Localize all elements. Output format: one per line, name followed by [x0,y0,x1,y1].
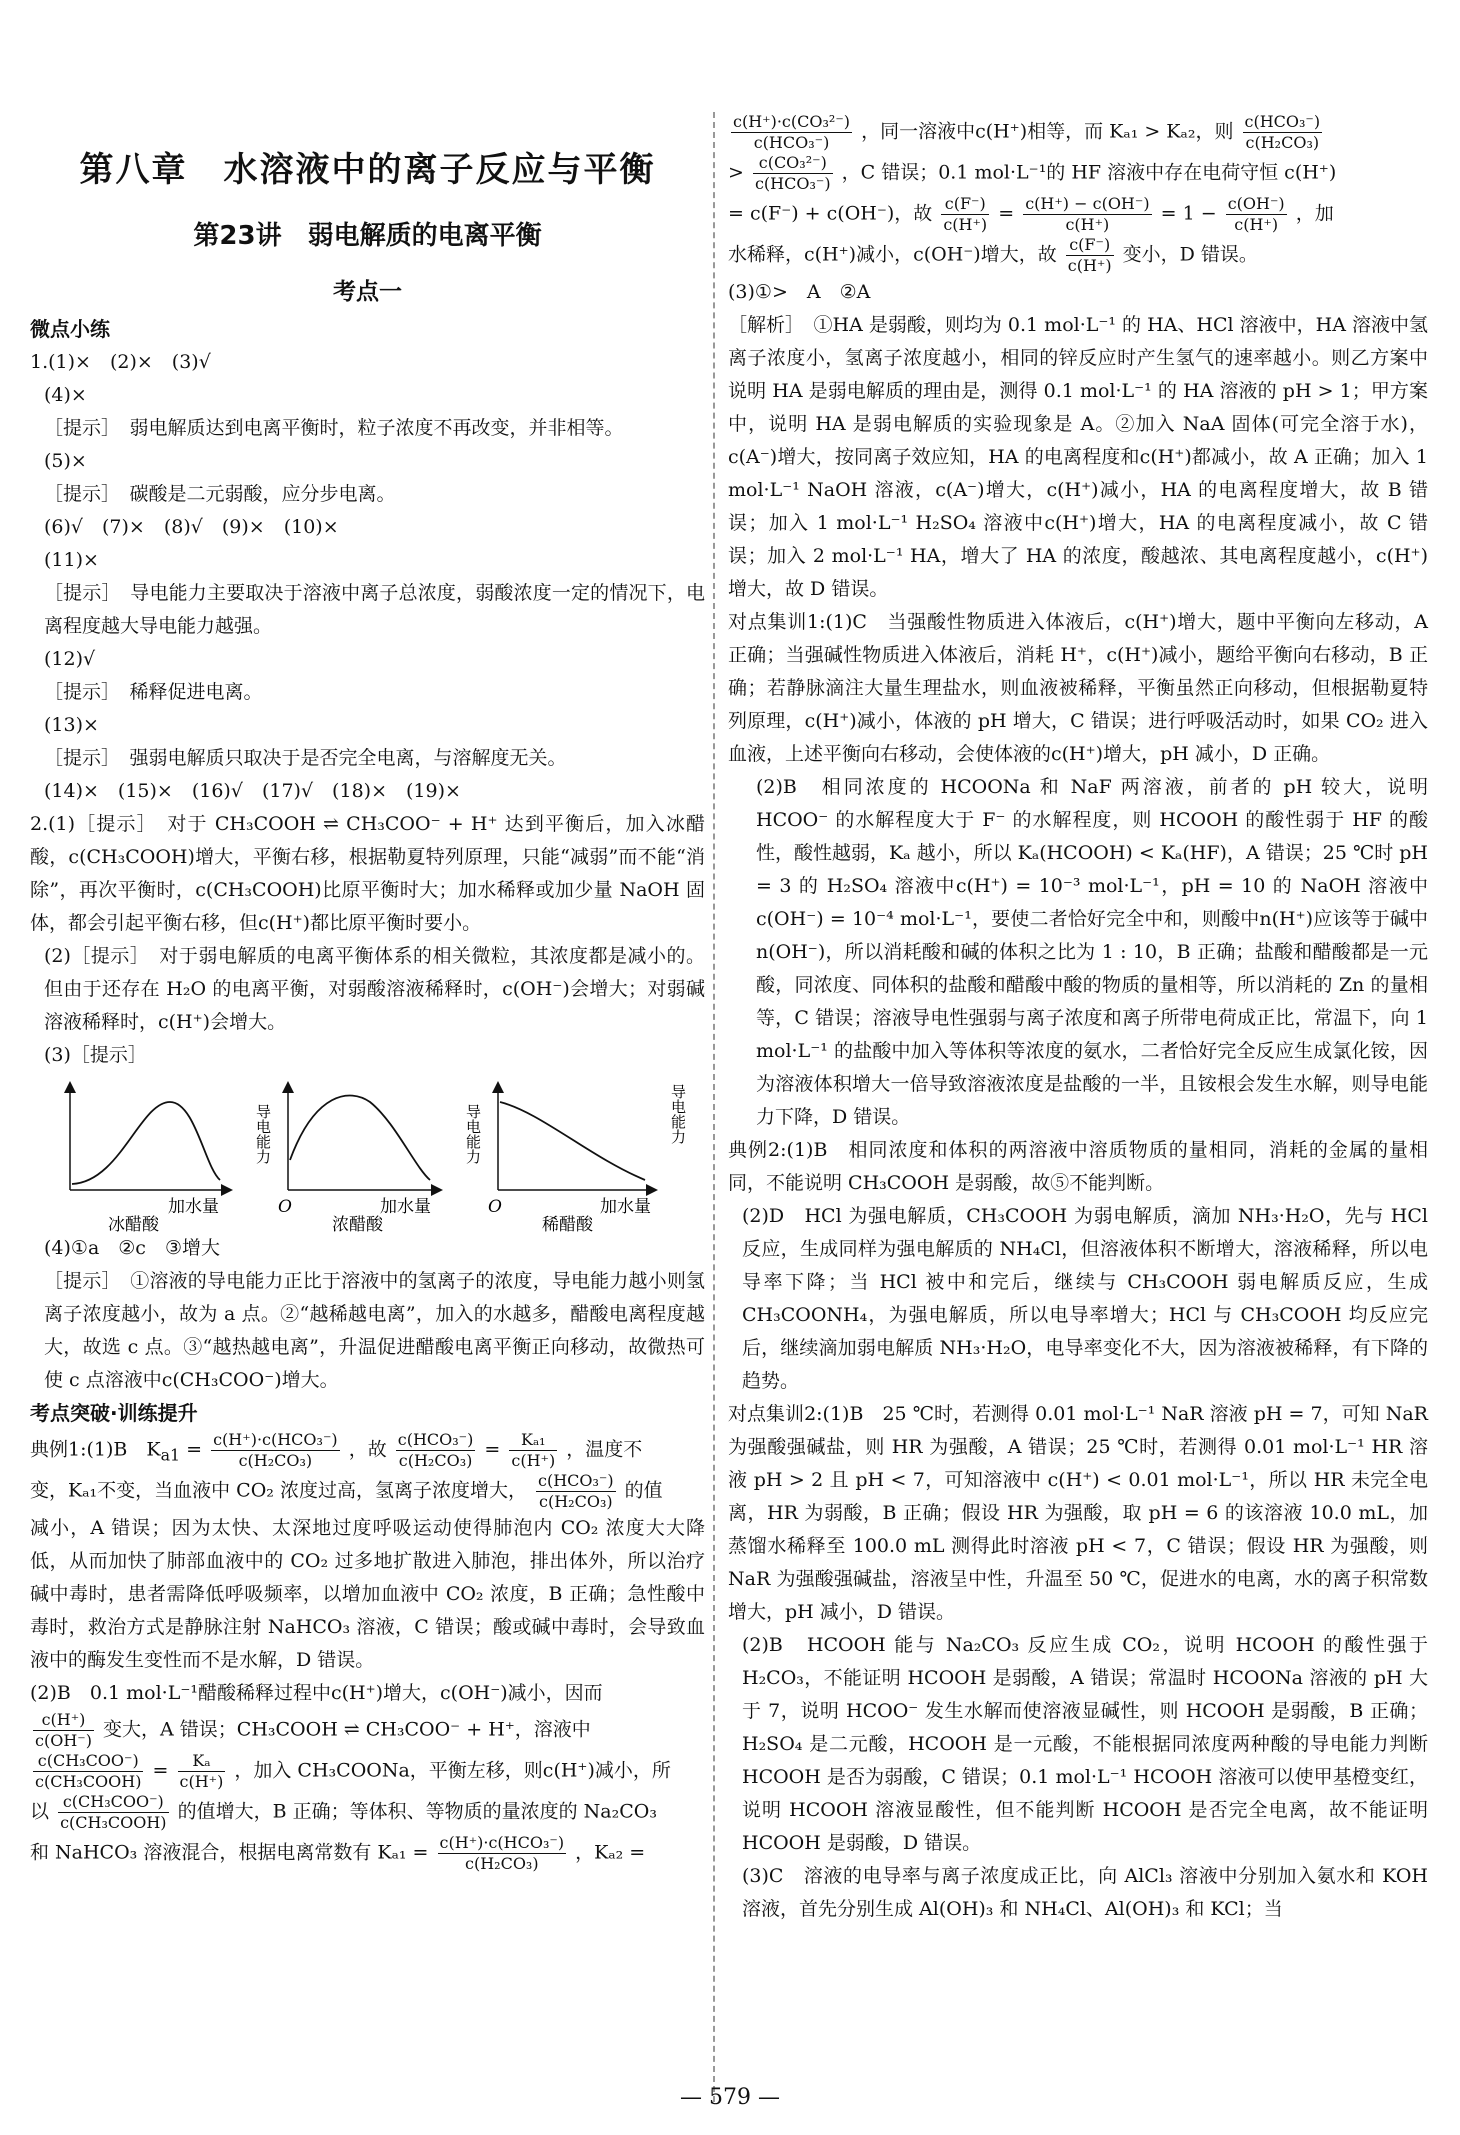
example1-line1 [30,1430,705,1471]
curve [500,1102,645,1180]
numerator: c(CO₃²⁻) [753,153,833,174]
example1-part2-line5 [30,1833,705,1874]
fraction [438,1833,567,1874]
numerator: c(H⁺)·c(HCO₃⁻) [439,1833,565,1853]
denominator: c(H₂CO₃) [465,1854,539,1874]
x-axis-label: 加水量 [380,1197,431,1217]
text: ，加入 CH₃COONa，平衡左移，则c(H⁺)减小，所 [234,1759,671,1782]
text: ，同一溶液中c(H⁺)相等，而 Kₐ₁ > Kₐ₂，则 [861,120,1234,143]
fraction [1066,235,1114,276]
denominator: c(H₂CO₃) [539,1492,613,1512]
numerator: c(CH₃COO⁻) [58,1792,168,1813]
text: ，加 [1295,202,1334,225]
text: > [728,161,744,184]
numerator: Kₐ [178,1751,226,1772]
denominator: c(H⁺) [1234,215,1279,234]
numerator: c(HCO₃⁻) [397,1430,474,1449]
answer-line: (3)①> A ②A [728,281,871,303]
answer-line: (3)［提示］ [44,1044,147,1066]
right-column [728,112,1428,1926]
fraction [536,1471,616,1512]
fraction [731,112,852,153]
kaodian-title: 考点一 [333,279,402,305]
text: ，温度不 [566,1438,643,1461]
graph-concentrated-acetic-acid [254,1084,440,1232]
x-axis-label: 加水量 [168,1197,219,1217]
section-heading-kaodian: 考点突破·训练提升 [30,1401,198,1425]
fraction [1023,194,1151,235]
denominator: c(H⁺) [179,1772,224,1792]
answer-line: (13)× [44,714,99,736]
hint-text: ［提示］ 稀释促进电离。 [44,681,263,703]
example1-part2-line2 [30,1710,705,1751]
numerator: c(H⁺) − c(OH⁻) [1025,194,1150,213]
x-axis-label: 加水量 [600,1197,651,1217]
fraction [33,1751,143,1792]
text: = 1 − [1160,202,1217,225]
text: ，C 错误；0.1 mol·L⁻¹的 HF 溶液中存在电荷守恒 c(H⁺) [841,161,1337,184]
origin-label: O [488,1197,502,1217]
denominator: c(H₂CO₃) [238,1451,313,1470]
denominator: c(OH⁻) [35,1731,92,1751]
continued-line4 [728,235,1428,276]
answer-line: (14)× (15)× (16)√ (17)√ (18)× (19)× [44,780,461,802]
curve [72,1102,220,1184]
curve [290,1095,430,1180]
text: = [998,202,1015,225]
numerator: c(F⁻) [941,194,989,215]
y-axis-label: 导电能力 [464,1104,482,1164]
denominator: c(H⁺) [943,215,988,234]
numerator: Kₐ₁ [509,1430,557,1451]
fraction [211,1430,340,1471]
y-axis-label: 导电能力 [254,1104,272,1164]
column-divider [713,112,715,2102]
denominator: c(H⁺) [1067,256,1112,275]
example1-part2-line1: (2)B 0.1 mol·L⁻¹醋酸稀释过程中c(H⁺)增大，c(OH⁻)减小，因而 [30,1682,603,1705]
numerator: c(H⁺)·c(HCO₃⁻) [213,1430,338,1449]
example1-line2 [30,1471,705,1512]
text: 变小，D 错误。 [1122,243,1258,266]
text: = [152,1759,169,1782]
example1-part2-line4 [30,1792,705,1833]
numerator: c(F⁻) [1066,235,1114,256]
denominator: c(H₂CO₃) [398,1451,473,1470]
fraction [509,1430,557,1471]
denominator: c(CH₃COOH) [60,1813,167,1833]
graph-caption: 浓醋酸 [332,1215,383,1232]
example1-part2-line3 [30,1751,705,1792]
origin-label: O [278,1197,292,1217]
text: 和 NaHCO₃ 溶液混合，根据电离常数有 Kₐ₁ = [30,1841,429,1864]
text: 水稀释，c(H⁺)减小，c(OH⁻)增大，故 [728,243,1057,266]
example2-part1: 典例2:(1)B 相同浓度和体积的两溶液中溶质物质的量相同，消耗的金属的量相同，不能说明 CH₃COOH 是弱酸，故⑤不能判断。 [728,1139,1428,1194]
lesson-title: 第23讲 弱电解质的电离平衡 [193,221,542,251]
denominator: c(H⁺) [1065,215,1110,234]
answer-line: 1.(1)× (2)× (3)√ [30,351,211,373]
text: ，故 [348,1438,387,1461]
fraction [178,1751,226,1792]
subscript: a1 [160,1445,181,1465]
conductivity-graphs-svg [30,1072,705,1232]
denominator: c(CH₃COOH) [35,1772,142,1792]
y-axis-label-right: 导电能力 [669,1084,687,1144]
practice2-part2: (2)B HCOOH 能与 Na₂CO₃ 反应生成 CO₂，说明 HCOOH 的酸性强于 H₂CO₃，不能证明 HCOOH 是弱酸，A 错误；常温时 HCOONa 溶液的 pH 大于 7，说明 HCOO⁻ 发生水解而使溶液显碱性，则 HCOOH 是弱酸，B 正确；H₂SO₄ 是二元酸，HCOOH 是一元酸，不能根据同浓度两种酸的导电能力判断 HCOOH 是否为弱酸，C 错误；0.1 mol·L⁻¹ HCOOH 溶液可以使甲基橙变红，说明 HCOOH 溶液显酸性，但不能判断 HCOOH 是否完全电离，故不能证明 HCOOH 是弱酸，D 错误。 [742,1634,1428,1854]
answer-line: (6)√ (7)× (8)√ (9)× (10)× [44,516,339,538]
answer-line: (11)× [44,549,99,571]
numerator: c(H⁺) [33,1710,94,1731]
conductivity-graphs [30,1072,705,1232]
answer-line: (4)× [44,384,87,406]
left-column [30,110,705,1874]
hint-text: ［提示］ ①溶液的导电能力正比于溶液中的氢离子的浓度，导电能力越小则氢离子浓度越小，故为 a 点。②“越稀越电离”，加入的水越多，醋酸电离程度越大，故选 c 点。③“越热越电离”，升温促进醋酸电离平衡正向移动，故微热可使 c 点溶液中c(CH₃COO⁻)增大。 [44,1270,705,1391]
fraction [753,153,833,194]
answer-line: (4)①a ②c ③增大 [44,1237,220,1259]
analysis-paragraph: ［解析］ ①HA 是弱酸，则均为 0.1 mol·L⁻¹ 的 HA、HCl 溶液中，HA 溶液中氢离子浓度小，氢离子浓度越小，相同的锌反应时产生氢气的速率越小。则乙方案中说明 HA 是弱电解质的理由是，测得 0.1 mol·L⁻¹ 的 HA 溶液的 pH > 1；甲方案中，说明 HA 是弱电解质的实验现象是 A。②加入 NaA 固体(可完全溶于水)，c(A⁻)增大，按同离子效应知，HA 的电离程度和c(H⁺)都减小，故 A 正确；加入 1 mol·L⁻¹ NaOH 溶液，c(A⁻)增大，c(H⁺)减小，HA 的电离程度增大，故 B 错误；加入 1 mol·L⁻¹ H₂SO₄ 溶液中c(H⁺)增大，HA 的电离程度减小，故 C 错误；加入 2 mol·L⁻¹ HA，增大了 HA 的浓度，酸越浓、其电离程度越小，c(H⁺)增大，故 D 错误。 [728,314,1428,600]
section-heading-small-practice: 微点小练 [30,317,110,341]
denominator: c(HCO₃⁻) [753,133,830,152]
graph-caption: 稀醋酸 [542,1215,593,1232]
denominator: c(H₂CO₃) [1245,133,1320,152]
text: 的值 [624,1479,663,1502]
text: 变，Kₐ₁不变，当血液中 CO₂ 浓度过高，氢离子浓度增大， [30,1479,527,1502]
text: ，Kₐ₂ = [575,1841,646,1864]
continued-line3 [728,194,1428,235]
chapter-title: 第八章 水溶液中的离子反应与平衡 [79,150,656,190]
continued-line1 [728,112,1428,153]
answer-line: (12)√ [44,648,96,670]
text: = c(F⁻) + c(OH⁻)，故 [728,202,933,225]
hint-text: ［提示］ 碳酸是二元弱酸，应分步电离。 [44,483,396,505]
practice1-part2: (2)B 相同浓度的 HCOONa 和 NaF 两溶液，前者的 pH 较大，说明 HCOO⁻ 的水解程度大于 F⁻ 的水解程度，则 HCOOH 的酸性弱于 HF 的酸性，酸性越弱，Kₐ 越小，所以 Kₐ(HCOOH) < Kₐ(HF)，A 错误；25 ℃时 pH = 3 的 H₂SO₄ 溶液中c(H⁺) = 10⁻³ mol·L⁻¹，pH = 10 的 NaOH 溶液中c(OH⁻) = 10⁻⁴ mol·L⁻¹，要使二者恰好完全中和，则酸中n(H⁺)应该等于碱中n(OH⁻)，所以消耗酸和碱的体积之比为 1 : 10，B 正确；盐酸和醋酸都是一元酸，同浓度、同体积的盐酸和醋酸中酸的物质的量相等，所以消耗的 Zn 的量相等，C 错误；溶液导电性强弱与离子浓度和离子所带电荷成正比，常温下，向 1 mol·L⁻¹ 的盐酸中加入等体积等浓度的氨水，二者恰好完全反应生成氯化铵，因为溶液体积增大一倍导致溶液浓度是盐酸的一半，且铵根会发生水解，则导电能力下降，D 错误。 [756,776,1428,1128]
text: = [186,1438,203,1461]
fraction [1226,194,1287,235]
page-number: — 579 — [680,2085,780,2110]
numerator: c(HCO₃⁻) [538,1471,614,1491]
text: 以 [30,1800,50,1823]
fraction [33,1710,94,1751]
graph-glacial-acetic-acid [70,1084,230,1232]
denominator: c(HCO₃⁻) [754,174,831,193]
fraction [941,194,989,235]
answer-paragraph: 2.(1)［提示］ 对于 CH₃COOH ⇌ CH₃COO⁻ + H⁺ 达到平衡后，加入冰醋酸，c(CH₃COOH)增大，平衡右移，根据勒夏特列原理，只能“减弱”而不能“消除”，再次平衡时，c(CH₃COOH)比原平衡时大；加水稀释或加少量 NaOH 固体，都会引起平衡右移，但c(H⁺)都比原平衡时要小。 [30,813,705,934]
practice2-part3: (3)C 溶液的电导率与离子浓度成正比，向 AlCl₃ 溶液中分别加入氨水和 KOH 溶液，首先分别生成 Al(OH)₃ 和 NH₄Cl、Al(OH)₃ 和 KCl；当 [742,1865,1428,1920]
answer-paragraph: (2)［提示］ 对于弱电解质的电离平衡体系的相关微粒，其浓度都是减小的。但由于还存在 H₂O 的电离平衡，对弱酸溶液稀释时，c(OH⁻)会增大；对弱碱溶液稀释时，c(H⁺)会增大。 [44,945,705,1033]
text: = [484,1438,501,1461]
fraction [396,1430,476,1471]
text: 典例1:(1)B K [30,1438,161,1461]
numerator: c(CH₃COO⁻) [33,1751,143,1772]
numerator: c(HCO₃⁻) [1244,112,1321,131]
practice2-part1: 对点集训2:(1)B 25 ℃时，若测得 0.01 mol·L⁻¹ NaR 溶液 pH = 7，可知 NaR 为强酸强碱盐，则 HR 为强酸，A 错误；25 ℃时，若测得 0.01 mol·L⁻¹ HR 溶液 pH > 2 且 pH < 7，可知溶液中 c(H⁺) < 0.01 mol·L⁻¹，所以 HR 未完全电离，HR 为弱酸，B 正确；假设 HR 为强酸，取 pH = 6 的该溶液 10.0 mL，加蒸馏水稀释至 100.0 mL 测得此时溶液 pH < 7，C 错误；假设 HR 为强酸，则 NaR 为强酸强碱盐，溶液呈中性，升温至 50 ℃，促进水的电离，水的离子积常数增大，pH 减小，D 错误。 [728,1403,1428,1623]
example2-part2: (2)D HCl 为强电解质，CH₃COOH 为弱电解质，滴加 NH₃·H₂O，先与 HCl 反应，生成同样为强电解质的 NH₄Cl，但溶液体积不断增大，溶液稀释，所以电导率下降；当 HCl 被中和完后，继续与 CH₃COOH 弱电解质反应，生成 CH₃COONH₄，为强电解质，所以电导率增大；HCl 与 CH₃COOH 均反应完后，继续滴加弱电解质 NH₃·H₂O，电导率变化不大，因为溶液被稀释，有下降的趋势。 [742,1205,1428,1392]
fraction [1243,112,1323,153]
hint-text: ［提示］ 强弱电解质只取决于是否完全电离，与溶解度无关。 [44,747,567,769]
example1-rest: 减小，A 错误；因为太快、太深地过度呼吸运动使得肺泡内 CO₂ 浓度大大降低，从而加快了肺部血液中的 CO₂ 过多地扩散进入肺泡，排出体外，所以治疗碱中毒时，患者需降低呼吸频率，以增加血液中 CO₂ 浓度，B 正确；急性酸中毒时，救治方式是静脉注射 NaHCO₃ 溶液，C 错误；酸或碱中毒时，会导致血液中的酶发生变性而不是水解，D 错误。 [30,1517,705,1672]
hint-text: ［提示］ 弱电解质达到电离平衡时，粒子浓度不再改变，并非相等。 [44,417,624,439]
text: 的值增大，B 正确；等体积、等物质的量浓度的 Na₂CO₃ [177,1800,657,1823]
denominator: c(H⁺) [511,1451,556,1470]
numerator: c(OH⁻) [1227,194,1285,213]
answer-line: (5)× [44,450,87,472]
text: 变大，A 错误；CH₃COOH ⇌ CH₃COO⁻ + H⁺，溶液中 [103,1718,591,1741]
hint-text: ［提示］ 导电能力主要取决于溶液中离子总浓度，弱酸浓度一定的情况下，电离程度越大导电能力越强。 [44,582,705,637]
numerator: c(H⁺)·c(CO₃²⁻) [733,112,851,131]
continued-line2 [728,153,1428,194]
fraction [58,1792,168,1833]
graph-caption: 冰醋酸 [108,1215,159,1232]
practice1-part1: 对点集训1:(1)C 当强酸性物质进入体液后，c(H⁺)增大，题中平衡向左移动，A 正确；当强碱性物质进入体液后，消耗 H⁺，c(H⁺)减小，题给平衡向右移动，B 正确；若静脉滴注大量生理盐水，则血液被稀释，平衡虽然正向移动，但根据勒夏特列原理，c(H⁺)减小，体液的 pH 增大，C 错误；进行呼吸活动时，如果 CO₂ 进入血液，上述平衡向右移动，会使体液的c(H⁺)增大，pH 减小，D 正确。 [728,611,1428,765]
graph-dilute-acetic-acid [464,1084,687,1232]
